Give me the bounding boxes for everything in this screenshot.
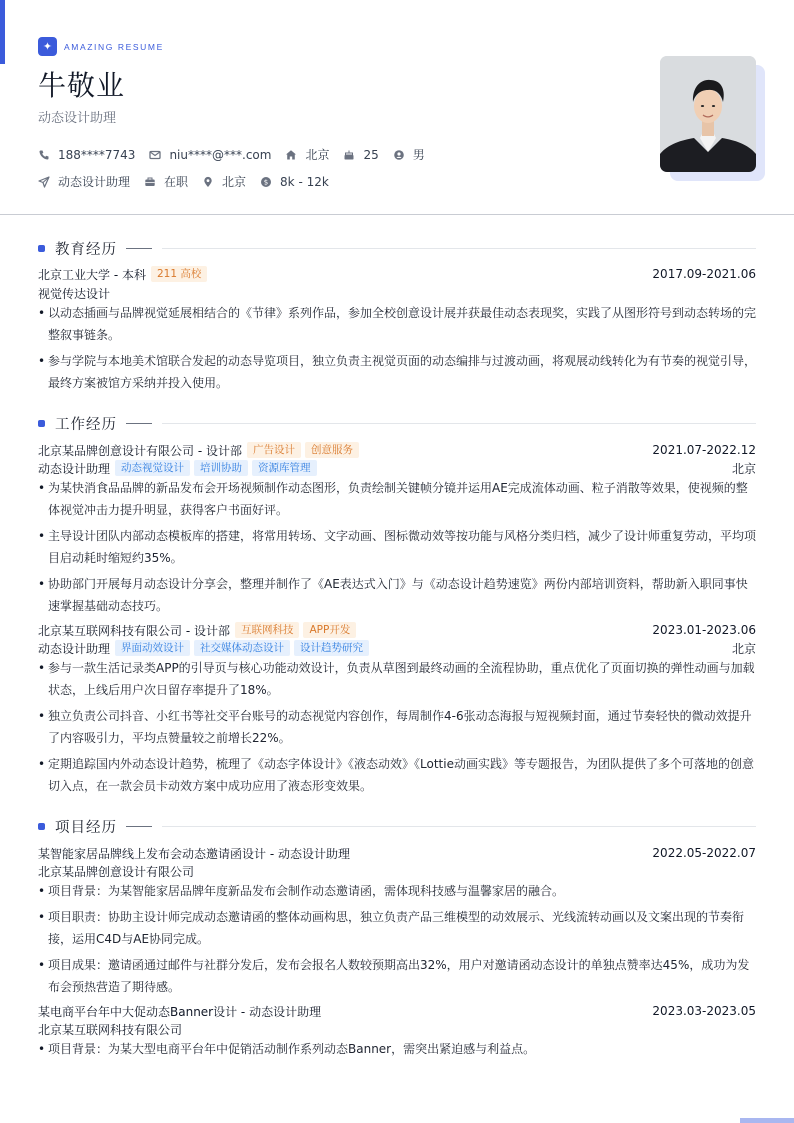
job-bullet: • 主导设计团队内部动态模板库的搭建，将常用转场、文字动画、图标微动效等按功能与风格分类归档，减少了设计师重复劳动，平均项目启动耗时缩短约35%。	[38, 525, 756, 569]
city-text: 北京	[222, 175, 247, 189]
sparkle-icon: ✦	[38, 37, 57, 56]
candidate-title: 动态设计助理	[38, 111, 117, 126]
age-text: 25	[363, 147, 379, 162]
job-city: 北京	[731, 641, 756, 656]
project-period: 2022.05-2022.07	[652, 846, 756, 860]
send-icon	[38, 176, 50, 188]
gender-icon	[393, 149, 405, 161]
project-bullet: • 项目职责：协助主设计师完成动态邀请函的整体动画构思，独立负责产品三维模型的动效展示、光线流转动画以及文案出现的节奏衔接，运用C4D与AE协同完成。	[38, 906, 756, 950]
major: 视觉传达设计	[38, 286, 111, 301]
section-dash	[126, 248, 152, 249]
education-bullet: • 参与学院与本地美术馆联合发起的动态导览项目，独立负责主视觉页面的动态编排与过渡动画，将观展动线转化为有节奏的视觉引导，最终方案被馆方采纳并投入使用。	[38, 350, 756, 394]
position-text: 动态设计助理	[58, 175, 131, 189]
projects-section-header	[38, 816, 756, 837]
education-section-header	[38, 238, 756, 259]
cake-icon	[343, 149, 355, 161]
job-role: 动态设计助理	[38, 641, 111, 656]
home-item	[285, 146, 329, 163]
project-company-row	[38, 862, 756, 880]
education-school-row	[38, 265, 756, 283]
section-dash	[126, 826, 152, 827]
email-text: niu****@***.com	[169, 147, 272, 162]
section-divider	[162, 248, 756, 249]
profile-photo-frame	[660, 56, 765, 181]
section-marker	[38, 245, 45, 252]
school-name: 北京工业大学 - 本科	[38, 267, 146, 282]
job-city: 北京	[731, 461, 756, 476]
mail-icon	[149, 149, 161, 161]
project-company: 北京某互联网科技有限公司	[38, 1022, 183, 1037]
brand	[38, 37, 164, 56]
education-bullet: • 以动态插画与品牌视觉延展相结合的《节律》系列作品，参加全校创意设计展并获最佳动态表现奖，实践了从图形符号到动态转场的完整叙事链条。	[38, 302, 756, 346]
phone-item	[38, 148, 135, 162]
company-tag: APP开发	[303, 622, 356, 638]
project-title-row	[38, 1002, 756, 1020]
email-item	[149, 148, 271, 162]
project-company: 北京某品牌创意设计有限公司	[38, 864, 195, 879]
education-period: 2017.09-2021.06	[652, 267, 756, 281]
job-period: 2021.07-2022.12	[652, 443, 756, 457]
project-title-row	[38, 844, 756, 862]
project-bullet: • 项目成果：邀请函通过邮件与社群分发后，发布会报名人数较预期高出32%，用户对邀请函动态设计的单独点赞率达45%，成功为发布会预热营造了期待感。	[38, 954, 756, 998]
resume-header	[0, 0, 794, 215]
svg-text:$: $	[263, 178, 269, 187]
contact-row	[38, 146, 439, 163]
phone-text: 188****7743	[58, 147, 136, 162]
city-item	[202, 173, 246, 190]
profile-photo	[660, 56, 756, 172]
job-bullet: • 参与一款生活记录类APP的引导页与核心功能动效设计，负责从草图到最终动画的全流程协助，重点优化了页面切换的弹性动画与加载状态，上线后用户次日留存率提升了18%。	[38, 657, 756, 701]
project-bullet: • 项目背景：为某智能家居品牌年度新品发布会制作动态邀请函，需体现科技感与温馨家居的融合。	[38, 880, 756, 902]
company-tag: 广告设计	[247, 442, 301, 458]
section-divider	[162, 423, 756, 424]
job-bullet: • 定期追踪国内外动态设计趋势，梳理了《动态字体设计》《液态动效》《Lottie动画实践》等专题报告，为团队提供了多个可落地的创意切入点，在一款会员卡动效方案中成功应用了液态形变效果。	[38, 753, 756, 797]
phone-icon	[38, 149, 50, 161]
gender-item	[393, 146, 425, 163]
job-role-row	[38, 459, 756, 477]
role-tag: 资源库管理	[252, 460, 317, 476]
job-company-row	[38, 621, 756, 639]
bottom-accent-bar	[740, 1118, 794, 1123]
role-tag: 界面动效设计	[115, 640, 190, 656]
age-item	[343, 148, 378, 162]
company-tag: 创意服务	[305, 442, 359, 458]
work-section-header	[38, 413, 756, 434]
section-title: 项目经历	[55, 820, 117, 836]
salary-item	[260, 175, 329, 189]
section-divider	[162, 826, 756, 827]
job-period: 2023.01-2023.06	[652, 623, 756, 637]
section-title: 工作经历	[55, 417, 117, 433]
status-text: 在职	[164, 175, 189, 189]
section-marker	[38, 823, 45, 830]
project-period: 2023.03-2023.05	[652, 1004, 756, 1018]
education-major-row	[38, 284, 756, 302]
role-tag: 设计趋势研究	[294, 640, 369, 656]
home-icon	[285, 149, 297, 161]
project-bullet: • 项目背景：为某大型电商平台年中促销活动制作系列动态Banner，需突出紧迫感与利益点。	[38, 1038, 756, 1060]
project-name: 某电商平台年中大促动态Banner设计 - 动态设计助理	[38, 1004, 322, 1019]
section-marker	[38, 420, 45, 427]
candidate-name: 牛敬业	[38, 69, 126, 102]
job-bullet: • 独立负责公司抖音、小红书等社交平台账号的动态视觉内容创作，每周制作4-6张动态海报与短视频封面，通过节奏轻快的微动效提升了内容吸引力，平均点赞量较之前增长22%。	[38, 705, 756, 749]
job-bullet: • 为某快消食品品牌的新品发布会开场视频制作动态图形，负责绘制关键帧分镜并运用AE完成流体动画、粒子消散等效果，使视频的整体视觉冲击力提升明显，获得客户书面好评。	[38, 477, 756, 521]
home-text: 北京	[305, 148, 330, 162]
intention-row	[38, 173, 343, 190]
company-name: 北京某品牌创意设计有限公司 - 设计部	[38, 443, 242, 458]
project-name: 某智能家居品牌线上发布会动态邀请函设计 - 动态设计助理	[38, 846, 350, 861]
job-bullet: • 协助部门开展每月动态设计分享会，整理并制作了《AE表达式入门》与《动态设计趋势速览》两份内部培训资料，帮助新入职同事快速掌握基础动态技巧。	[38, 573, 756, 617]
role-tag: 动态视觉设计	[115, 460, 190, 476]
money-icon	[260, 176, 272, 188]
role-tag: 培训协助	[194, 460, 248, 476]
company-tag: 互联网科技	[235, 622, 300, 638]
gender-text: 男	[412, 148, 425, 162]
status-item	[144, 173, 188, 190]
job-role: 动态设计助理	[38, 461, 111, 476]
section-dash	[126, 423, 152, 424]
project-company-row	[38, 1020, 756, 1038]
job-role-row	[38, 639, 756, 657]
briefcase-icon	[144, 176, 156, 188]
role-tag: 社交媒体动态设计	[194, 640, 290, 656]
salary-text: 8k - 12k	[280, 174, 329, 189]
brand-text: AMAZING RESUME	[64, 41, 164, 52]
section-title: 教育经历	[55, 242, 117, 258]
location-pin-icon	[202, 176, 214, 188]
job-company-row	[38, 441, 756, 459]
position-item	[38, 173, 130, 190]
school-tag: 211 高校	[151, 266, 207, 282]
company-name: 北京某互联网科技有限公司 - 设计部	[38, 623, 230, 638]
